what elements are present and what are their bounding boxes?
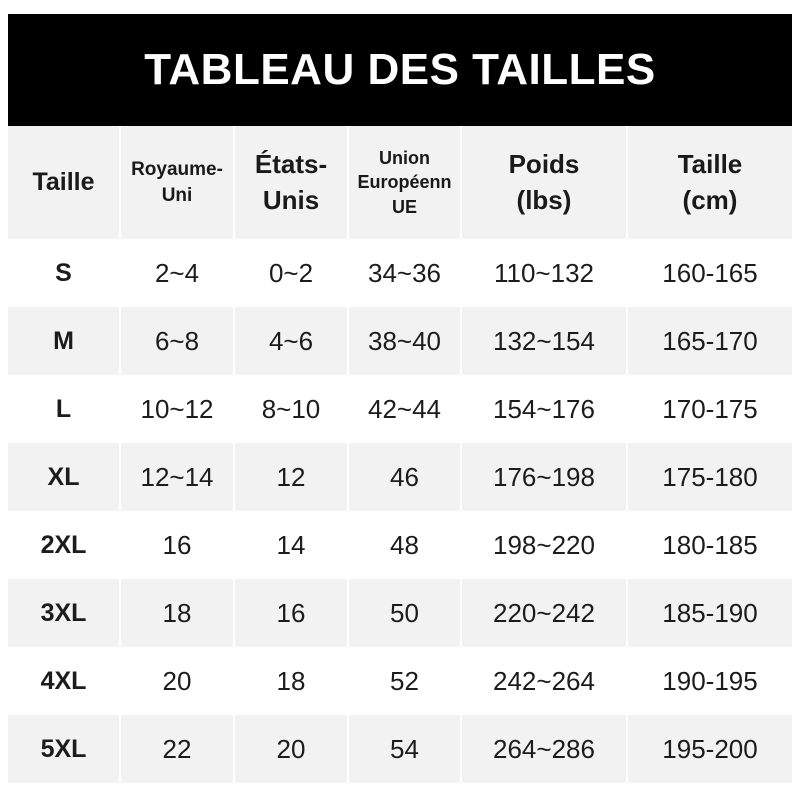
header-height: Taille (cm): [677, 149, 743, 215]
cell-size: 4XL: [8, 647, 120, 715]
cell-height-cm: 185-190: [662, 597, 758, 628]
cell-us: 0~2: [234, 239, 348, 307]
table-row: [8, 307, 792, 375]
header-eu: Union Européenn UE: [348, 126, 461, 239]
chart-title: TABLEAU DES TAILLES: [8, 14, 792, 126]
cell-us: 18: [234, 647, 348, 715]
size-chart: [8, 14, 792, 783]
header-uk: Royaume- Uni: [120, 126, 234, 239]
cell-uk: 6~8: [120, 307, 234, 375]
cell-weight-lbs: 132~154: [461, 307, 627, 375]
header-row: [8, 126, 792, 239]
cell-height-cm: 175-180: [662, 461, 758, 492]
cell-eu: 52: [348, 647, 461, 715]
cell-height-cm: 160-165: [662, 257, 758, 288]
cell-height-cm: 170-175: [662, 393, 758, 424]
cell-uk: 2~4: [120, 239, 234, 307]
cell-uk: 22: [120, 715, 234, 783]
cell-us: 20: [234, 715, 348, 783]
cell-eu: 38~40: [348, 307, 461, 375]
cell-us: 14: [234, 511, 348, 579]
header-size: Taille: [8, 126, 120, 239]
cell-size: M: [8, 307, 120, 375]
table-row: [8, 579, 792, 647]
cell-eu: 42~44: [348, 375, 461, 443]
cell-eu: 48: [348, 511, 461, 579]
cell-us: 12: [234, 443, 348, 511]
cell-us: 16: [234, 579, 348, 647]
cell-uk: 16: [120, 511, 234, 579]
table-row: [8, 239, 792, 307]
cell-height-cm: 165-170: [662, 325, 758, 356]
cell-size: XL: [8, 443, 120, 511]
cell-size: 3XL: [8, 579, 120, 647]
cell-height-cm: 190-195: [662, 665, 758, 696]
size-table: [8, 126, 792, 783]
table-row: [8, 715, 792, 783]
cell-eu: 50: [348, 579, 461, 647]
header-us: États- Unis: [234, 126, 348, 239]
header-weight: Poids (lbs): [461, 126, 627, 239]
cell-weight-lbs: 110~132: [461, 239, 627, 307]
cell-size: 5XL: [8, 715, 120, 783]
cell-eu: 54: [348, 715, 461, 783]
cell-uk: 20: [120, 647, 234, 715]
table-row: [8, 375, 792, 443]
table-row: [8, 647, 792, 715]
cell-weight-lbs: 154~176: [461, 375, 627, 443]
table-row: [8, 443, 792, 511]
cell-us: 8~10: [234, 375, 348, 443]
cell-uk: 10~12: [120, 375, 234, 443]
cell-weight-lbs: 198~220: [461, 511, 627, 579]
table-row: [8, 511, 792, 579]
cell-size: L: [8, 375, 120, 443]
cell-uk: 12~14: [120, 443, 234, 511]
cell-weight-lbs: 220~242: [461, 579, 627, 647]
cell-weight-lbs: 264~286: [461, 715, 627, 783]
cell-size: 2XL: [8, 511, 120, 579]
cell-uk: 18: [120, 579, 234, 647]
cell-size: S: [8, 239, 120, 307]
cell-height-cm: 195-200: [662, 733, 758, 764]
cell-height-cm: 180-185: [662, 529, 758, 560]
cell-eu: 34~36: [348, 239, 461, 307]
cell-eu: 46: [348, 443, 461, 511]
cell-weight-lbs: 242~264: [461, 647, 627, 715]
cell-weight-lbs: 176~198: [461, 443, 627, 511]
cell-us: 4~6: [234, 307, 348, 375]
